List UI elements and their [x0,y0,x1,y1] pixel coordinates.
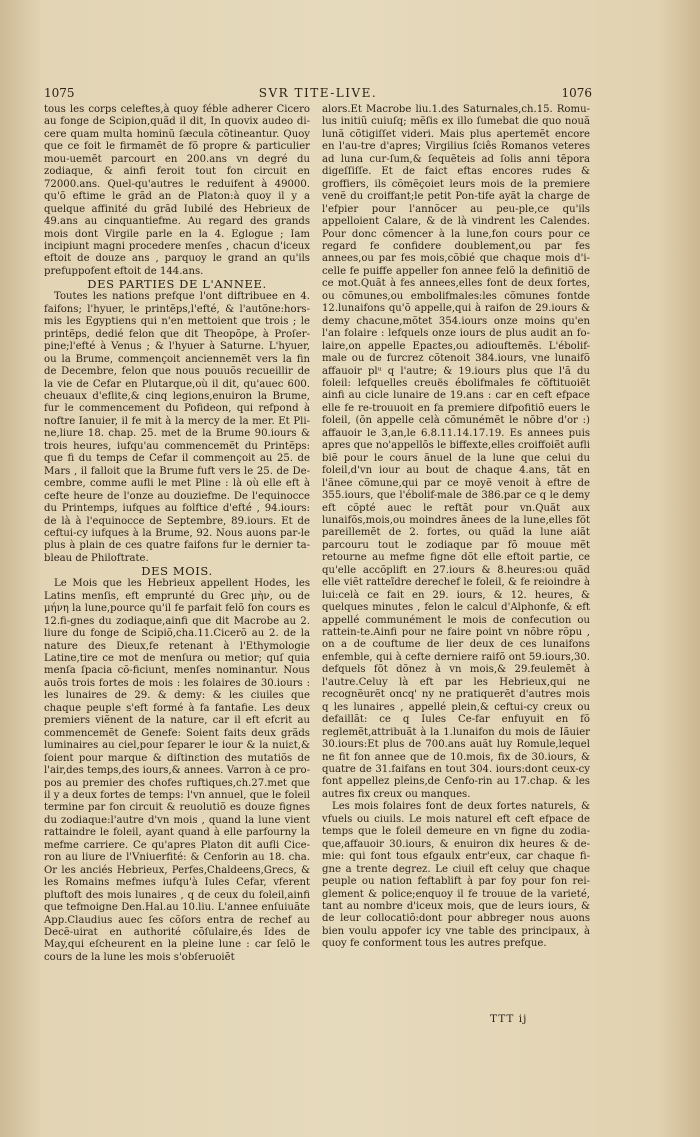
paragraph-corps-celestes: tous les corps celeftes,à quoy féble adherer Cicero au fonge de Scipion,quãd il dit, In quovix audeo di-cere quam multa hominũ ſæcula cõtineantur. Quoy que ce foit le firmamẽt de fõ propre & particulier mou-uemẽt parcourt en 200.ans vn degré du zodiaque, & ainfi feroit tout fon circuit en 72000.ans. Quel-qu'autres le reduifent à 49000. qu'õ eftime le grãd an de Platon:à quoy il y a quelque affinité du grãd Iubilé des Hebrieux de 49.ans au cinquantiefme. Au regard des grands mois dont Virgile parle en la 4. Eglogue ; Iam incipiunt magni procedere menſes , chacun d'iceux eftoit de douze ans , parquoy le grand an qu'ils prefuppofent eftoit de 144.ans. [44,104,310,277]
running-title: SVR TITE-LIVE. [258,86,378,100]
paragraph-lunaisons: alors.Et Macrobe liu.1.des Saturnales,ch.15. Romu-lus initiũ cuiuſq; mẽſis ex illo ſumebat die quo nouã lunã cõtigiſſet videri. Mais plus apertemẽt encore en l'au-tre d'apres; Virgilius ſciês Romanos veteres ad luna cur-ſum,& ſequẽteis ad ſolis anni tẽpora digeſſiſſe. Et de faict eftas encores rudes & groffiers, ils cõmẽçoiet leurs mois de la premiere venẽ du croiffant;le petit Pon-tife ayãt la charge de l'efpier pour l'annõcer au peu-ple,ce qu'ils appelloient Calare, & de là vindrent les Calendes. Pour donc cõmencer à la lune,fon cours pour ce regard fe confidere doublement,ou par fes annees,ou par fes mois,cõbié que chaque mois d'i-celle fe puiffe appeller fon annee felõ la definitiõ de ce mot.Quãt à fes annees,elles font de deux fortes, ou cõmunes,ou embolifmales:les cõmunes fontde 12.lunaifons qu'õ appelle,qui à raifon de 29.iours & demy chacune,mõtet 354.iours onze moins qu'en l'an folaire : lefquels onze iours de plus audit an fo-laire,on appelle Epaɛtes,ou adiouftemẽs. L'ébolif-male ou de furcrez cõtenoit 384.iours, vne lunaifõ affauoir plᵘ q l'autre; & 19.iours plus que l'ã du foleil: lefquelles creuës ébolifmales fe cõftituoiẽt ainfi au cicle lunaire de 19.ans : car en ceft efpace elle fe re-trouuoit en fa premiere difpofitiõ euers le foleil, (õn appelle celà cõmunémẽt le nõbre d'or :) affauoir le 3,an,le 6.8.11.14.17.19. Es annees puis apres que no'appellõs le biffexte,elles croiffoiẽt aufli biẽ pour le cours ãnuel de la lune que celui du foleil,d'vn iour au bout de chaque 4.ans, tãt en l'ãnee cõmune,qui par ce moyẽ venoit à eftre de 355.iours, que l'ébolif-male de 386.par ce q le demy eft cõpté auec le reftãt pour vn.Quãt aux lunaifõs,mois,ou moindres ãnees de la lune,elles fõt pareillemẽt de 2. fortes, ou quãd la lune aiãt parcouru tout le zodiaque par fõ mouue mẽt retourne au mefme figne dõt elle eftoit partie, ce qu'elle accõplift en 27.iours & 8.heures:ou quãd elle viẽt ratteĩdre derechef le foleil, & fe reioindre à lui:celà ce fait en 29. iours, & 12. heures, & quelques minutes , felon le calcul d'Alphonfe, & eft appellé communément le mois de confecution ou rattein-te.Ainfi pour ne faire point vn nõbre rõpu , on a de couftume de lier deux de ces lunaifons enfemble, qui à cefte derniere raifõ ont 59.iours,30. defquels fõt dõnez à vn mois,& 29.feulemẽt à l'autre.Celuy là eft par les Hebrieux,qui ne recognẽurẽt oncq' ny ne pratiquerẽt d'autres mois q les lunaires , appellé plein,& ceftui-cy creux ou defaillãt: ce q Iules Ce-far enfuyuit en fõ reglemẽt,attribuãt à la 1.lunaifon du mois de Iãuier 30.iours:Et plus de 700.ans auãt luy Romule,lequel ne fit fon annee que de 10.mois, fix de 30.iours, & quatre de 31.faifans en tout 304. iours:dont ceux-cy font appellez pleins,de Cenfo-rin au 17.chap. & les autres fix creux ou manques. [322,104,590,800]
heading-parties-annee: DES PARTIES DE L'ANNEE. [87,277,267,292]
paragraph-saisons: Toutes les nations prefque l'ont diftribuee en 4. faifons; l'hyuer, le printẽps,l'efté, & l'autõne:hors-mis les Egyptiens qui n'en mettoient que trois ; le printẽps, dedié felon que dit Theopõpe, à Proſer-pine;l'efté à Venus ; & l'hyuer à Saturne. L'hyuer, ou la Brume, commençoit anciennemẽt vers la fin de Decembre, felon que nous pouuõs recueillir de la vie de Cefar en Plutarque,où il dit, qu'auec 600. cheuaux d'eflite,& cinq legions,enuiron la Brume, fur le commencement du Pofideon, qui refpond à noftre Ianuier, il fe mit à la mercy de la mer. Et Pli-ne,liure 18. chap. 25. met de la Brume 90.iours & trois heures, iufqu'au commencemẽt du Printẽps: que fi du temps de Cefar il commençoit au 25. de Mars , il falloit que la Brume fuft vers le 25. de De-cembre, comme aufli le met Pline : là où elle eft à cefte heure de l'onze au douziefme. De l'equinocce du Printemps, iufques au folftice d'efté , 94.iours: de là à l'equinocce de Septembre, 89.iours. Et de ceftui-cy iufques à la Brume, 92. Nous auons par-le plus à plain de ces quatre faifons fur le dernier ta-bleau de Philoftrate. [44,291,310,564]
page-number-left: 1075 [44,86,75,100]
page-number-right: 1076 [561,86,592,100]
left-column [44,104,310,964]
paragraph-mois-solaires: Les mois folaires font de deux fortes naturels, & vfuels ou ciuils. Le mois naturel eft ceft efpace de temps que le foleil demeure en vn figne du zodia-que,affauoir 30.iours, & enuiron dix heures & de-mie: qui font tous efgaulx entr'eux, car chaque fi-gne a trente degrez. Le ciuil eft celuy que chaque peuple ou nation feftablift à par foy pour fon rei-glement & police;enquoy il fe trouue de la varieté, tant au nombre d'iceux mois, que de leurs iours, & de leur collocatiõ:dont pour abbreger nous auons bien voulu appofer icy vne table des principaux, à quoy fe conforment tous les autres prefque. [322,801,590,950]
running-header [44,86,592,102]
heading-des-mois: DES MOIS. [141,564,213,579]
signature-mark: TTT ij [490,1013,528,1025]
paragraph-mois: Le Mois que les Hebrieux appellent Hodes, les Latins menſis, eft emprunté du Grec μὴν, ou de μήνη la lune,pource qu'il fe parfait felõ fon cours es 12.fi-gnes du zodiaque,ainfi que dit Macrobe au 2. liure du fonge de Scipiõ,cha.11.Cicerõ au 2. de la nature des Dieux,fe retenant à l'Ethymologie Latine,tire ce mot de menſura ou metior; quſ quia menſa ſpacia cõ-ficiunt, menſes nominantur. Nous auõs trois fortes de mois : les folaires de 30.iours : les lunaires de 29. & demy: & les ciuiles que chaque peuple s'eft formé à fa fantafie. Les deux premiers viẽnent de la nature, car il eft efcrit au commencemẽt de Genefe: Soient faits deux grãds luminaires au ciel,pour ſeparer le iour & la nuiɛt,& ſoient pour marque & diſtinɛtion des mutatiõs de l'air,des temps,des iours,& annees. Varron à ce pro-pos au premier des chofes ruftiques,ch.27.met que il y a deux fortes de temps: l'vn annuel, que le foleil termine par fon circuit & reuolutiõ es douze fignes du zodiaque:l'autre d'vn mois , quand la lune vient rattaindre le foleil, ayant quand à elle parfourny la mefme carriere. Ce qu'apres Platon dit aufli Cice-ron au liure de l'Vniuerfité: & Cenforin au 18. cha. Or les anciés Hebrieux, Perfes,Chaldeens,Grecs, & les Romains mefmes iufqu'à Iules Cefar, vferent pluftoft des mois lunaires , q de ceux du foleil,ainfi que tefmoigne Den.Hal.au 10.liu. L'annee enſuiuãte App.Claudius auec ſes cõſors entra de rechef au Decẽ-uirat en authorité cõſulaire,és Ides de May,qui eſcheurent en la pleine lune : car ſelõ le cours de la lune les mois s'obſeruoiẽt [44,578,310,963]
right-column [322,104,590,951]
